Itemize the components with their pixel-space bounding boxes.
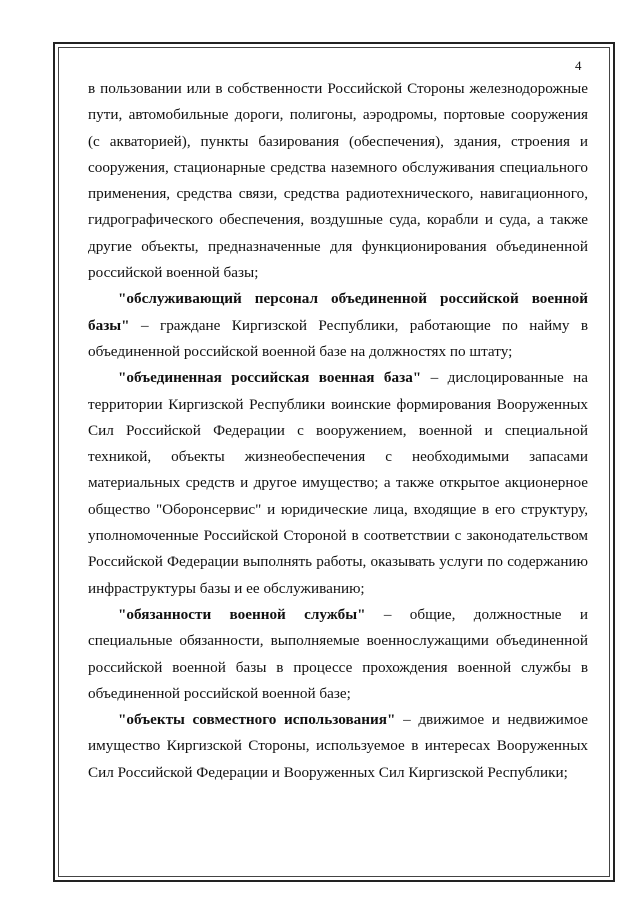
paragraph-continuation <box>88 76 588 286</box>
definition-text: – граждане Киргизской Республики, работающие по найму в объединенной российской военной базе на должностях по штату; <box>88 316 588 360</box>
definition-military-duties <box>88 602 588 707</box>
definition-shared-objects <box>88 707 588 786</box>
page-number: 4 <box>575 58 582 73</box>
paragraph-text: в пользовании или в собственности Российской Стороны железнодорожные пути, автомобильные дороги, полигоны, аэродромы, портовые сооружения (с акваторией), пункты базирования (обеспечения), здания, строения и сооружения, стационарные средства наземного обслуживания специального применения, средства связи, средства радиотехнического, навигационного, гидрографического обеспечения, воздушные суда, корабли и суда, а также другие объекты, предназначенные для функционирования объединенной российской военной базы; <box>88 80 588 282</box>
definition-term: "объединенная российская военная база" <box>118 369 422 387</box>
definition-text: – дислоцированные на территории Киргизской Республики воинские формирования Вооруженных Сил Российской Федерации с вооружением, военной и специальной техникой, объекты жизнеобеспечения с необходимыми запасами материальных средств и другое имущество; а также открытое акционерное общество "Оборонсервис" и юридические лица, входящие в его структуру, уполномоченные Российской Стороной в соответствии с законодательством Российской Федерации выполнять работы, оказывать услуги по содержанию инфраструктуры базы и ее обслуживанию; <box>88 369 588 597</box>
definition-military-base <box>88 365 588 602</box>
definition-term: "обслуживающий персонал объединенной российской военной базы" <box>88 290 588 334</box>
definition-term: "объекты совместного использования" <box>118 711 396 729</box>
definition-text: – общие, должностные и специальные обязанности, выполняемые военнослужащими объединенной российской военной базы в процессе прохождения военной службы в объединенной российской военной базе; <box>88 605 588 702</box>
document-body <box>88 76 588 786</box>
definition-term: "обязанности военной службы" <box>118 605 366 623</box>
definition-text: – движимое и недвижимое имущество Киргизской Стороны, используемое в интересах Вооруженных Сил Российской Федерации и Вооруженных Сил Киргизской Республики; <box>88 711 588 781</box>
definition-service-personnel <box>88 286 588 365</box>
